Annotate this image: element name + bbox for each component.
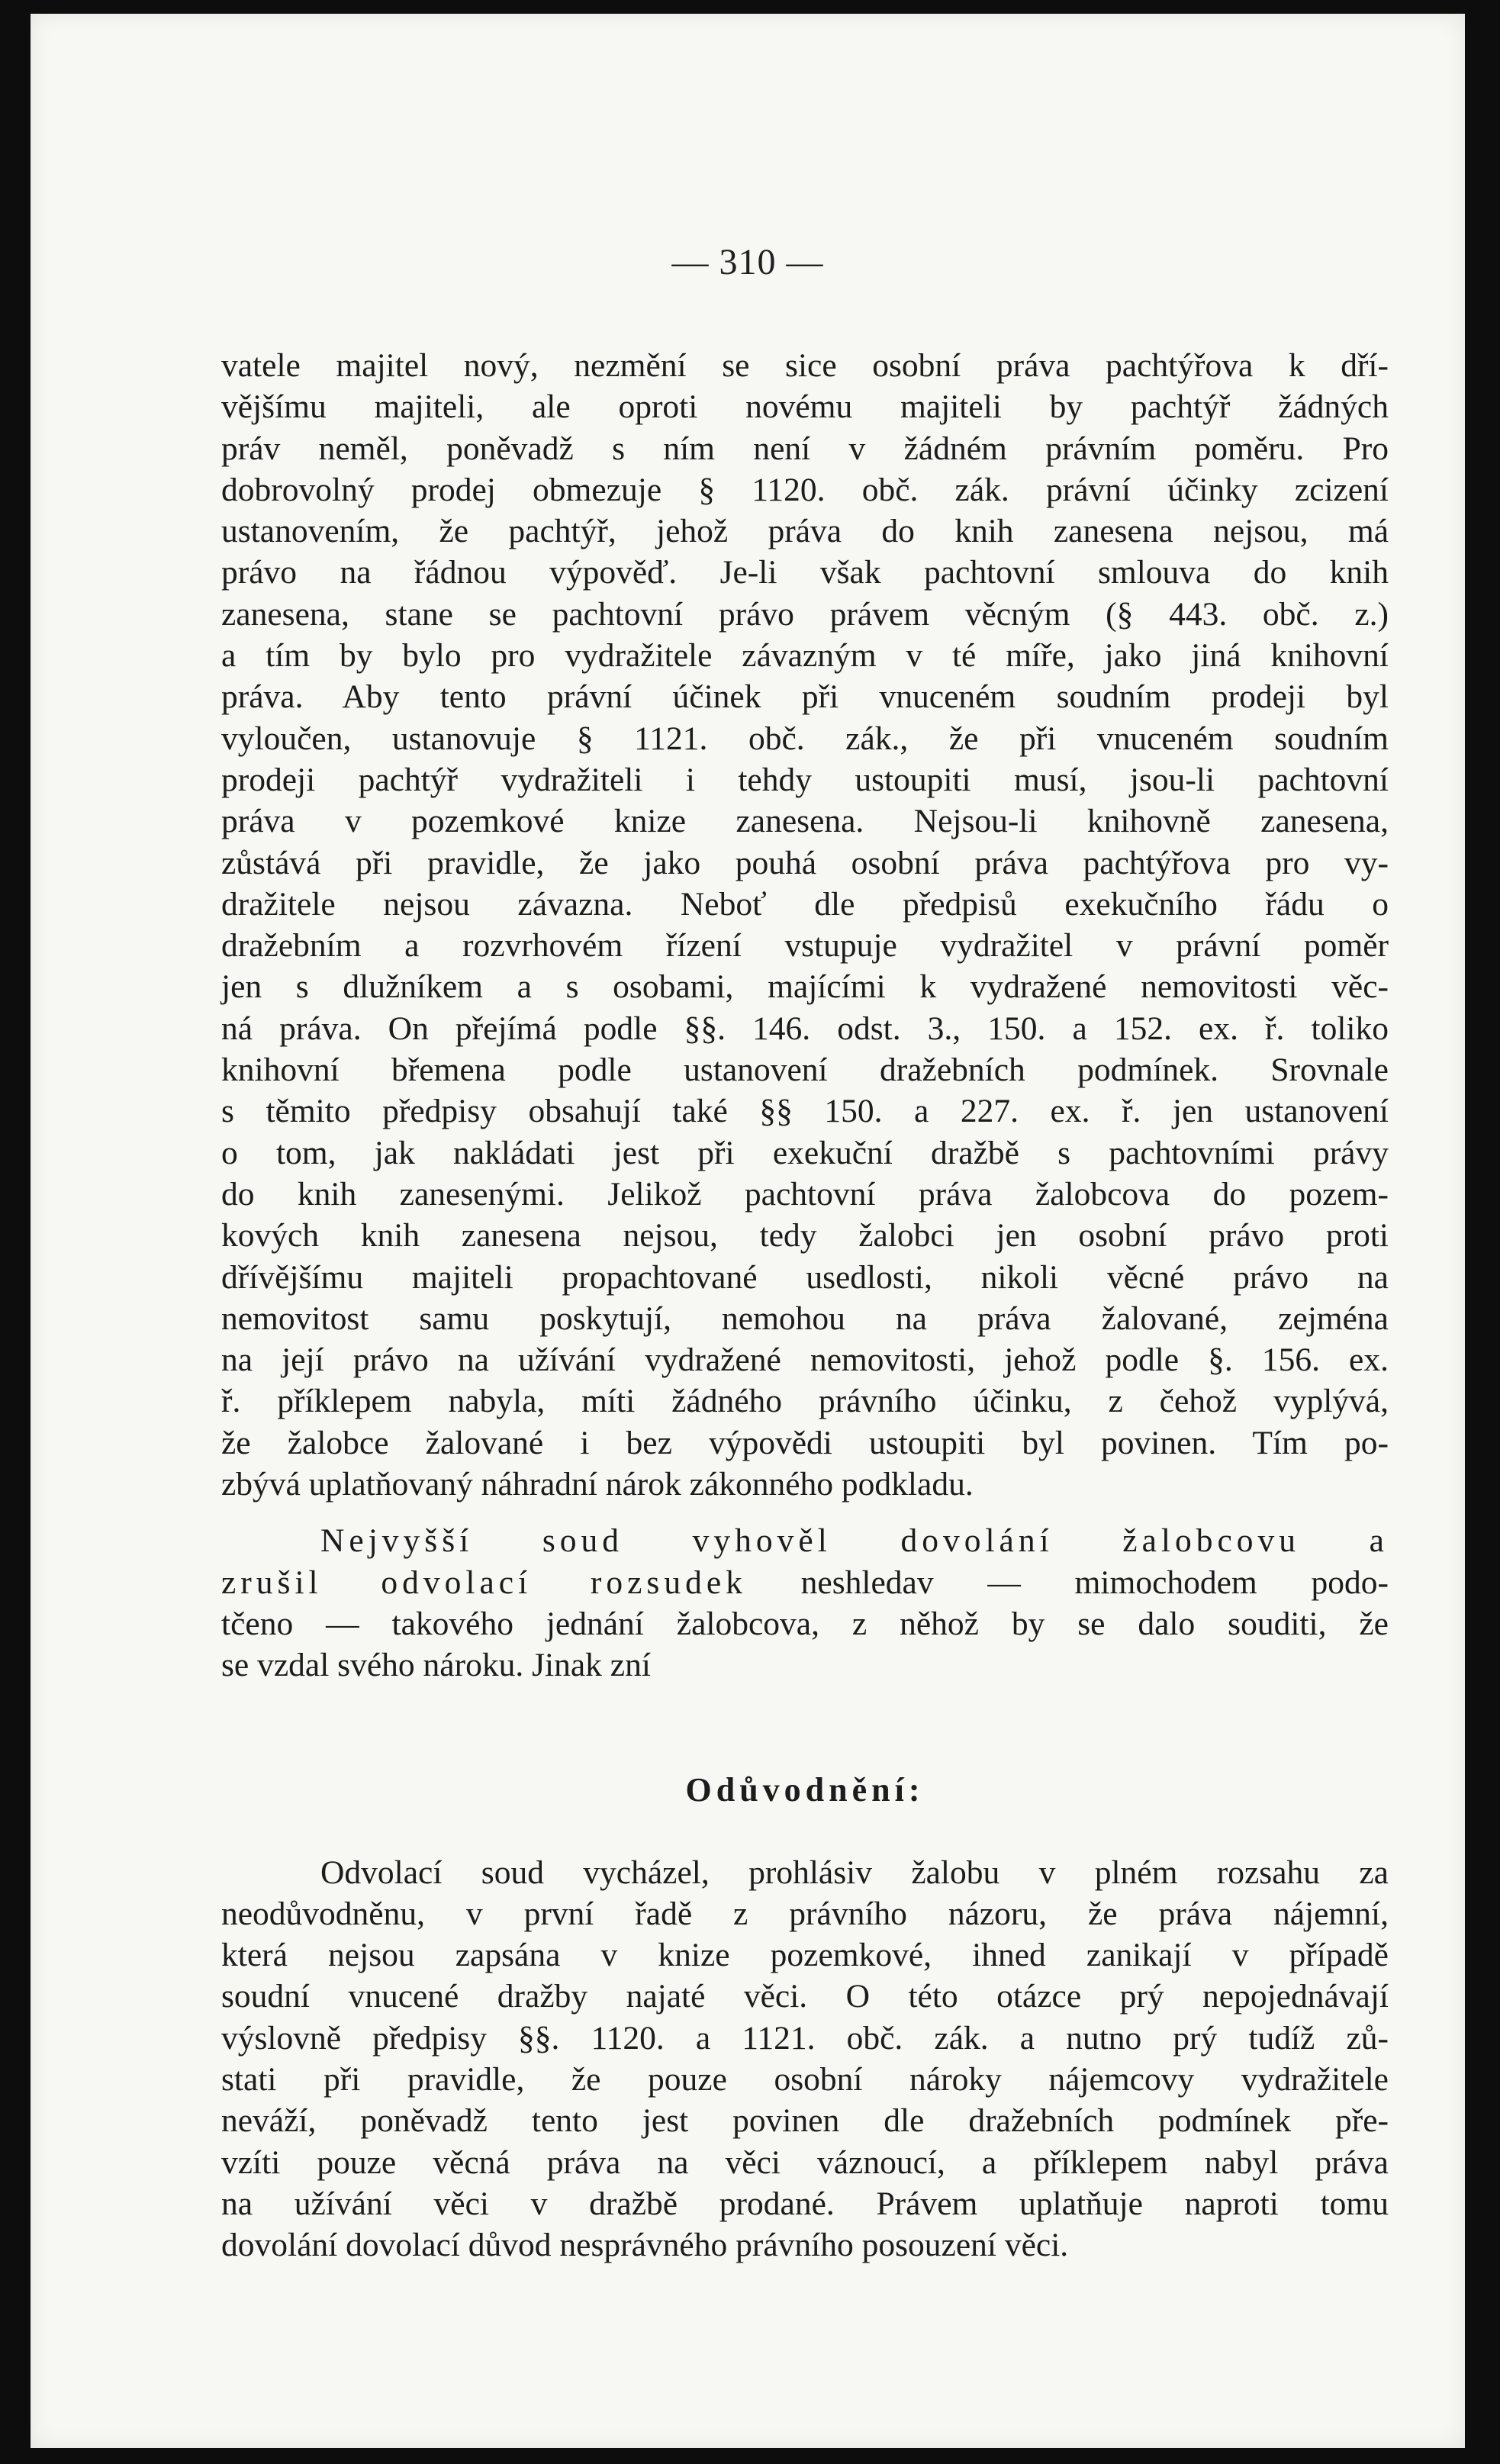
p3-line: neváží, poněvadž tento jest povinen dle dražebních podmínek pře-: [221, 2102, 1389, 2140]
p3-line: neodůvodněnu, v první řadě z právního názoru, že práva nájemní,: [221, 1895, 1389, 1932]
p1-line: na její právo na užívání vydražené nemovitosti, jehož podle §. 156. ex.: [221, 1342, 1389, 1379]
p3-line: která nejsou zapsána v knize pozemkové, ihned zanikají v případě: [221, 1937, 1389, 1974]
p1-line: zanesena, stane se pachtovní právo právem věcným (§ 443. obč. z.): [221, 595, 1389, 633]
section-heading: Odůvodnění:: [685, 1770, 925, 1809]
p3-line: vzíti pouze věcná práva na věci váznoucí, a příklepem nabyl práva: [221, 2144, 1389, 2181]
p1-line: dražebním a rozvrhovém řízení vstupuje vydražitel v právní poměr: [221, 927, 1389, 965]
p1-line: dobrovolný prodej obmezuje § 1120. obč. zák. právní účinky zcizení: [221, 471, 1389, 508]
p3-line: soudní vnucené dražby najaté věci. O této otázce prý nepojednávají: [221, 1978, 1389, 2015]
p1-line: práv neměl, poněvadž s ním není v žádném právním poměru. Pro: [221, 430, 1389, 467]
p1-line: ná práva. On přejímá podle §§. 146. odst. 3., 150. a 152. ex. ř. toliko: [221, 1010, 1389, 1047]
p1-line: prodeji pachtýř vydražiteli i tehdy ustoupiti musí, jsou-li pachtovní: [221, 761, 1389, 798]
p3-line: dovolání dovolací důvod nesprávného právního posouzení věci.: [221, 2227, 1069, 2264]
p3-line: výslovně předpisy §§. 1120. a 1121. obč. zák. a nutno prý tudíž zů-: [221, 2019, 1389, 2057]
paragraph-2: [221, 1520, 1389, 1686]
p1-line: zbývá uplatňovaný náhradní nárok zákonného podkladu.: [221, 1466, 974, 1503]
p1-line: vějšímu majiteli, ale oproti novému majiteli by pachtýř žádných: [221, 388, 1389, 426]
p1-line: kových knih zanesena nejsou, tedy žalobci jen osobní právo proti: [221, 1217, 1389, 1255]
book-page: [31, 14, 1465, 2448]
page-number: — 310 —: [671, 242, 824, 282]
p3-line: na užívání věci v dražbě prodané. Právem uplatňuje naproti tomu: [221, 2185, 1389, 2222]
p1-line: dražitele nejsou závazna. Neboť dle předpisů exekučního řádu o: [221, 885, 1389, 923]
p1-line: zůstává při pravidle, že jako pouhá osobní práva pachtýřova pro vy-: [221, 844, 1389, 881]
paragraph-1: [221, 345, 1389, 1505]
paragraph-2-line-4: se vzdal svého nároku. Jinak zní: [221, 1647, 651, 1684]
p1-line: právo na řádnou výpověď. Je-li však pachtovní smlouva do knih: [221, 554, 1389, 591]
p1-line: knihovní břemena podle ustanovení dražebních podmínek. Srovnale: [221, 1052, 1389, 1089]
paragraph-2-line-1: [221, 1520, 1389, 1561]
page-content: [221, 345, 1389, 2266]
p1-line: práva v pozemkové knize zanesena. Nejsou-li knihovně zanesena,: [221, 803, 1389, 840]
paragraph-2-line-2-rest: neshledav — mimochodem podo-: [800, 1564, 1389, 1601]
p1-line: nemovitost samu poskytují, nemohou na práva žalované, zejména: [221, 1300, 1389, 1337]
court-decision-spaced-2: zrušil odvolací rozsudek: [221, 1564, 747, 1601]
p1-line: vatele majitel nový, nezmění se sice osobní práva pachtýřova k dří-: [221, 347, 1389, 384]
p1-line: s těmito předpisy obsahují také §§ 150. a 227. ex. ř. jen ustanovení: [221, 1093, 1389, 1130]
p1-line: o tom, jak nakládati jest při exekuční dražbě s pachtovními právy: [221, 1134, 1389, 1171]
p1-line: vyloučen, ustanovuje § 1121. obč. zák., že při vnuceném soudním: [221, 720, 1389, 757]
p1-line: ř. příklepem nabyla, míti žádného právního účinku, z čehož vyplývá,: [221, 1383, 1389, 1420]
p1-line: práva. Aby tento právní účinek při vnuceném soudním prodeji byl: [221, 678, 1389, 716]
court-decision-spaced: Nejvyšší soud vyhověl dovolání žalobcovu a: [320, 1522, 1389, 1560]
paragraph-3: [221, 1852, 1389, 2266]
p1-line: a tím by bylo pro vydražitele závazným v té míře, jako jiná knihovní: [221, 637, 1389, 675]
p1-line: že žalobce žalované i bez výpovědi ustoupiti byl povinen. Tím po-: [221, 1424, 1389, 1461]
p1-line: ustanovením, že pachtýř, jehož práva do knih zanesena nejsou, má: [221, 513, 1389, 550]
p3-line: stati při pravidle, že pouze osobní nároky nájemcovy vydražitele: [221, 2060, 1389, 2098]
p1-line: jen s dlužníkem a s osobami, majícími k vydražené nemovitosti věc-: [221, 968, 1389, 1006]
paragraph-2-line-3: tčeno — takového jednání žalobcova, z něhož by se dalo souditi, že: [221, 1605, 1389, 1642]
paragraph-2-line-2: [221, 1562, 1389, 1603]
p1-line: do knih zanesenými. Jelikož pachtovní práva žalobcova do pozem-: [221, 1175, 1389, 1213]
p3-line: Odvolací soud vycházel, prohlásiv žalobu v plném rozsahu za: [320, 1854, 1389, 1891]
p1-line: dřívějšímu majiteli propachtované usedlosti, nikoli věcné právo na: [221, 1258, 1389, 1296]
